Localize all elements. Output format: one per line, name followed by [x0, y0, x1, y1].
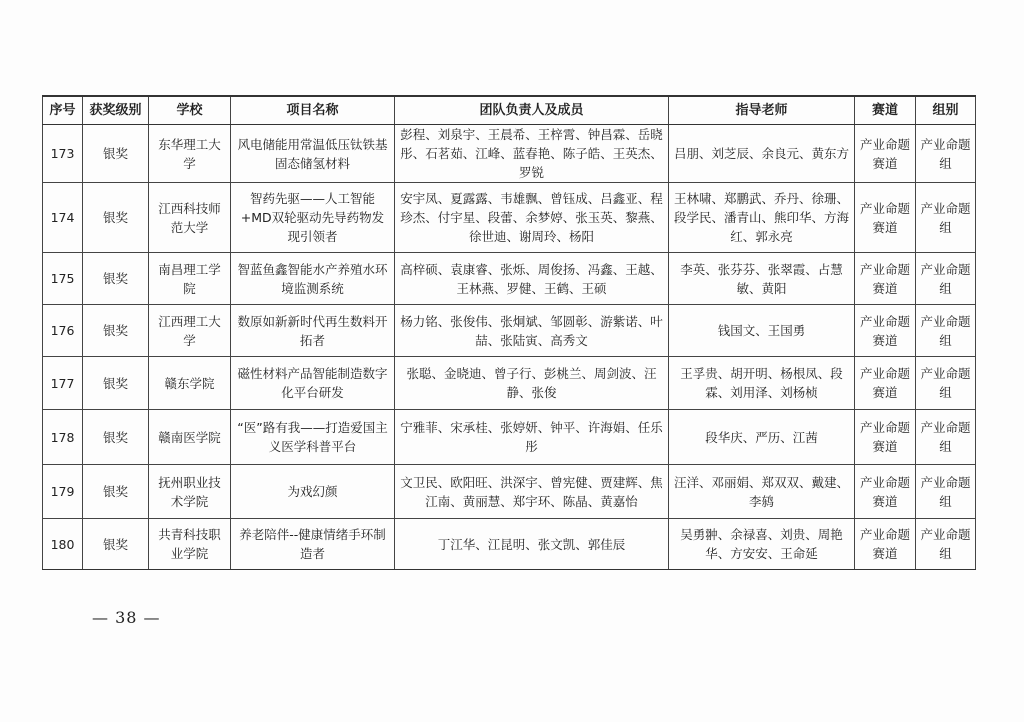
cell-track: 产业命题赛道 — [855, 253, 916, 305]
cell-project: 磁性材料产品智能制造数字化平台研发 — [231, 357, 395, 410]
header-school: 学校 — [149, 96, 231, 125]
header-project: 项目名称 — [231, 96, 395, 125]
cell-group: 产业命题组 — [916, 357, 976, 410]
cell-school: 赣南医学院 — [149, 410, 231, 465]
header-track: 赛道 — [855, 96, 916, 125]
header-seq: 序号 — [43, 96, 83, 125]
cell-group: 产业命题组 — [916, 125, 976, 183]
table-row — [43, 183, 976, 253]
cell-level: 银奖 — [83, 465, 149, 519]
cell-school: 赣东学院 — [149, 357, 231, 410]
cell-level: 银奖 — [83, 183, 149, 253]
cell-group: 产业命题组 — [916, 465, 976, 519]
table-header-row — [43, 96, 976, 125]
cell-level: 银奖 — [83, 305, 149, 357]
cell-team: 安宇凤、夏露露、韦雄飘、曾钰成、吕鑫亚、程珍杰、付宇星、段蕾、余梦婷、张玉英、黎燕、徐世迪、谢周玲、杨阳 — [395, 183, 669, 253]
cell-school: 南昌理工学院 — [149, 253, 231, 305]
cell-project: 风电储能用常温低压钛铁基固态储氢材料 — [231, 125, 395, 183]
awards-table — [42, 95, 976, 570]
cell-mentors: 王孚贵、胡开明、杨根凤、段霖、刘用泽、刘杨桢 — [669, 357, 855, 410]
cell-track: 产业命题赛道 — [855, 305, 916, 357]
cell-group: 产业命题组 — [916, 305, 976, 357]
cell-level: 银奖 — [83, 125, 149, 183]
table-row — [43, 125, 976, 183]
header-team: 团队负责人及成员 — [395, 96, 669, 125]
table-row — [43, 253, 976, 305]
cell-track: 产业命题赛道 — [855, 410, 916, 465]
cell-level: 银奖 — [83, 357, 149, 410]
cell-seq: 175 — [43, 253, 83, 305]
cell-level: 银奖 — [83, 253, 149, 305]
cell-seq: 179 — [43, 465, 83, 519]
cell-project: 智药先驱——人工智能+MD双轮驱动先导药物发现引领者 — [231, 183, 395, 253]
cell-project: 智蓝鱼鑫智能水产养殖水环境监测系统 — [231, 253, 395, 305]
cell-team: 丁江华、江昆明、张文凯、郭佳辰 — [395, 519, 669, 570]
cell-project: “医”路有我——打造爱国主义医学科普平台 — [231, 410, 395, 465]
cell-group: 产业命题组 — [916, 253, 976, 305]
header-mentors: 指导老师 — [669, 96, 855, 125]
cell-track: 产业命题赛道 — [855, 357, 916, 410]
cell-school: 共青科技职业学院 — [149, 519, 231, 570]
cell-level: 银奖 — [83, 519, 149, 570]
cell-seq: 178 — [43, 410, 83, 465]
cell-school: 江西理工大学 — [149, 305, 231, 357]
cell-group: 产业命题组 — [916, 519, 976, 570]
header-group: 组别 — [916, 96, 976, 125]
cell-seq: 173 — [43, 125, 83, 183]
cell-mentors: 李英、张芬芬、张翠霞、占慧敏、黄阳 — [669, 253, 855, 305]
cell-seq: 174 — [43, 183, 83, 253]
cell-group: 产业命题组 — [916, 183, 976, 253]
cell-school: 江西科技师范大学 — [149, 183, 231, 253]
cell-group: 产业命题组 — [916, 410, 976, 465]
cell-level: 银奖 — [83, 410, 149, 465]
cell-seq: 180 — [43, 519, 83, 570]
cell-team: 张聪、金晓迪、曾子行、彭桃兰、周剑波、汪静、张俊 — [395, 357, 669, 410]
table-row — [43, 465, 976, 519]
table-row — [43, 357, 976, 410]
table-row — [43, 305, 976, 357]
cell-team: 彭程、刘泉宇、王晨希、王梓霄、钟昌霖、岳晓彤、石茗茹、江峰、蓝春艳、陈子皓、王英杰、罗锐 — [395, 125, 669, 183]
cell-project: 为戏幻颜 — [231, 465, 395, 519]
cell-mentors: 吕朋、刘芝辰、余良元、黄东方 — [669, 125, 855, 183]
cell-school: 东华理工大学 — [149, 125, 231, 183]
cell-track: 产业命题赛道 — [855, 183, 916, 253]
cell-school: 抚州职业技术学院 — [149, 465, 231, 519]
cell-mentors: 钱国文、王国勇 — [669, 305, 855, 357]
cell-mentors: 王林啸、郑鹏武、乔丹、徐珊、段学民、潘青山、熊印华、方海红、郭永亮 — [669, 183, 855, 253]
cell-seq: 177 — [43, 357, 83, 410]
header-level: 获奖级别 — [83, 96, 149, 125]
page-number: — 38 — — [92, 608, 161, 627]
cell-track: 产业命题赛道 — [855, 125, 916, 183]
cell-mentors: 吴勇翀、余禄喜、刘贵、周艳华、方安安、王命延 — [669, 519, 855, 570]
cell-team: 高梓硕、袁康睿、张烁、周俊扬、冯鑫、王越、王林燕、罗健、王鹤、王硕 — [395, 253, 669, 305]
cell-track: 产业命题赛道 — [855, 519, 916, 570]
table-row — [43, 519, 976, 570]
cell-project: 数原如新新时代再生数料开拓者 — [231, 305, 395, 357]
cell-team: 文卫民、欧阳旺、洪深宇、曾宪健、贾建辉、焦江南、黄丽慧、郑宇环、陈晶、黄嘉怡 — [395, 465, 669, 519]
cell-track: 产业命题赛道 — [855, 465, 916, 519]
cell-project: 养老陪伴--健康情绪手环制造者 — [231, 519, 395, 570]
cell-team: 杨力铭、张俊伟、张炯斌、邹圆彰、游紫诺、叶喆、张陆寅、高秀文 — [395, 305, 669, 357]
table-row — [43, 410, 976, 465]
cell-seq: 176 — [43, 305, 83, 357]
cell-team: 宁雅菲、宋承桂、张婷妍、钟平、许海娟、任乐彤 — [395, 410, 669, 465]
cell-mentors: 汪洋、邓丽娟、郑双双、戴建、李鸫 — [669, 465, 855, 519]
cell-mentors: 段华庆、严历、江茜 — [669, 410, 855, 465]
